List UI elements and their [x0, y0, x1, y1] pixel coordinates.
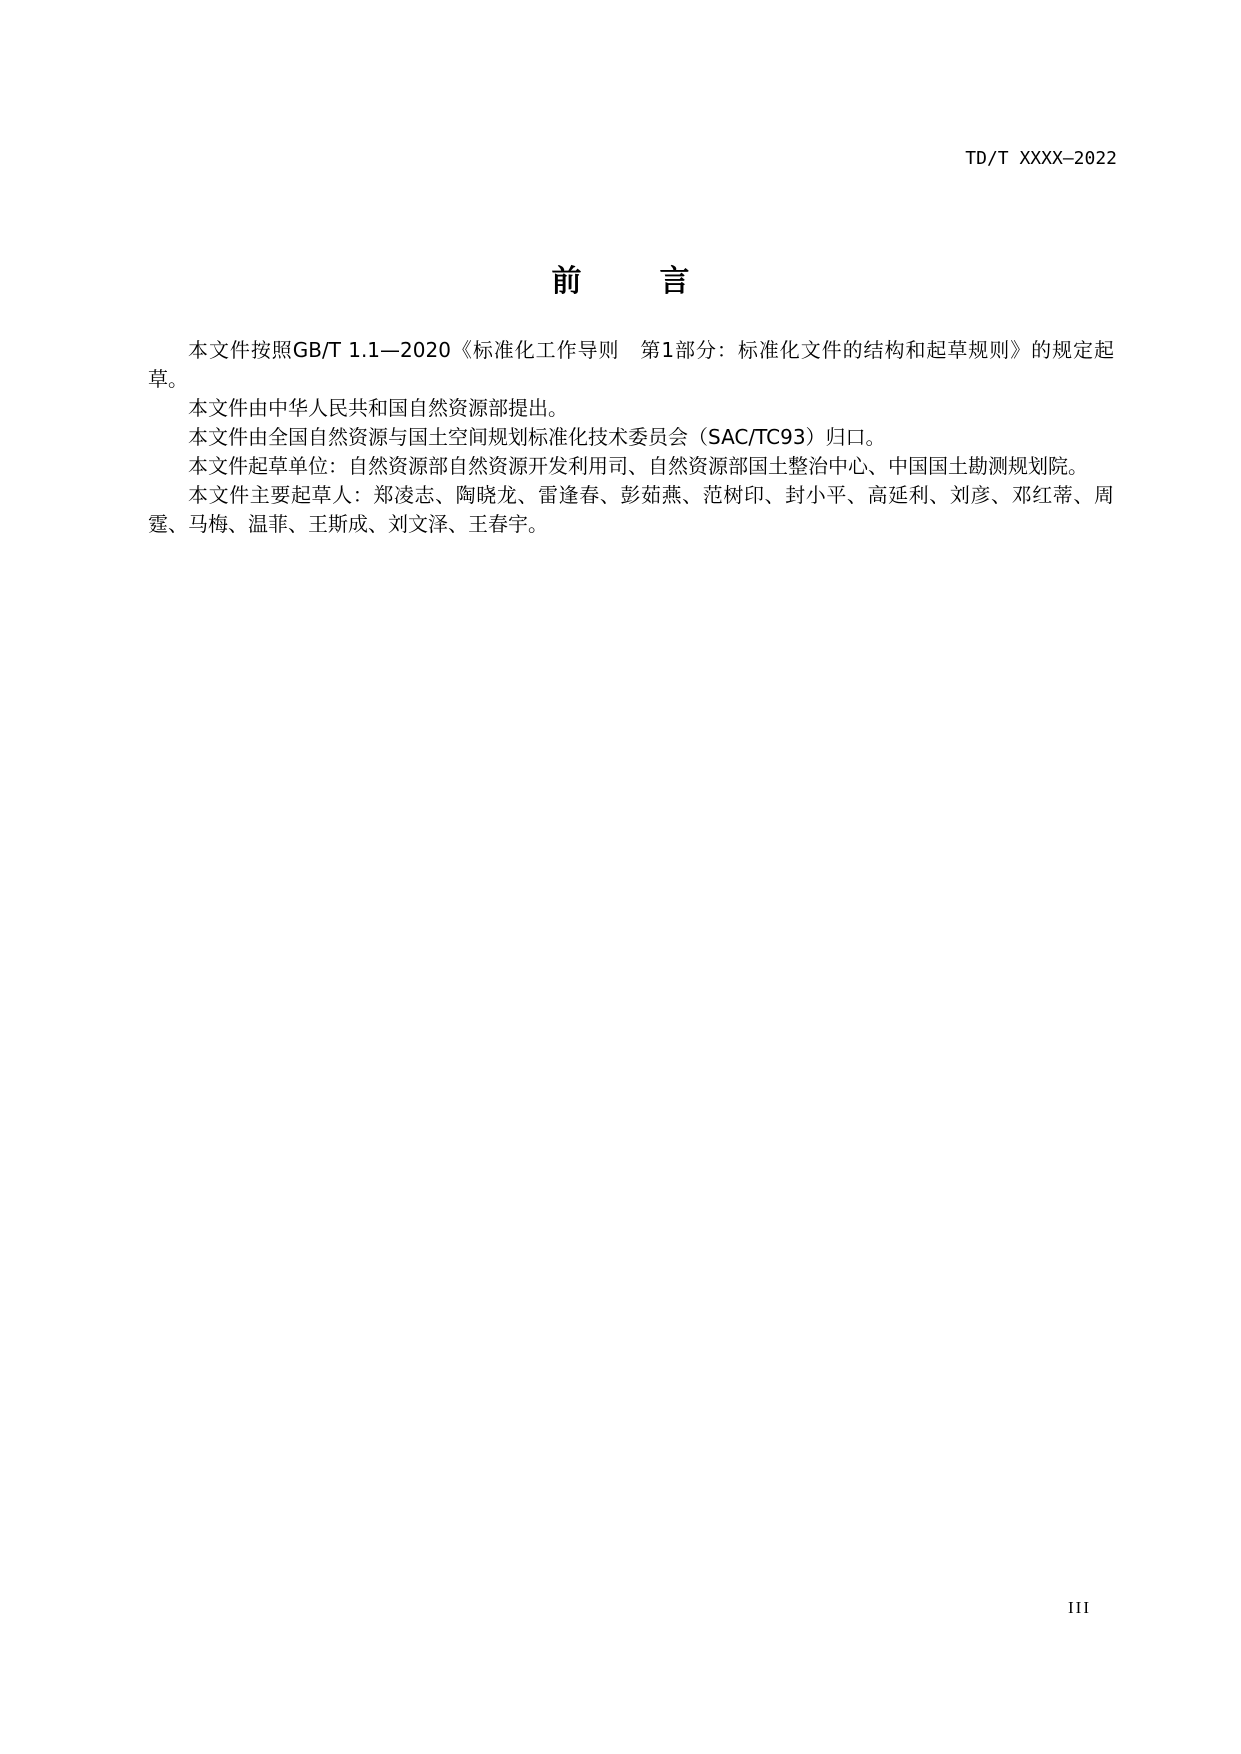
paragraph-drafting-rules: 本文件按照GB/T 1.1—2020《标准化工作导则 第1部分：标准化文件的结构和起草规则》的规定起草。: [148, 338, 1114, 391]
paragraph-proposer: 本文件由中华人民共和国自然资源部提出。: [188, 396, 568, 420]
paragraph-drafters: 本文件主要起草人：郑凌志、陶晓龙、雷逢春、彭茹燕、范树印、封小平、高延利、刘彦、邓红蒂、周霆、马梅、温菲、王斯成、刘文泽、王春宇。: [148, 483, 1114, 536]
title-char-2: 言: [659, 264, 690, 299]
document-code: TD/T XXXX—2022: [965, 148, 1117, 169]
page-number: III: [1068, 1598, 1091, 1617]
paragraph-committee: 本文件由全国自然资源与国土空间规划标准化技术委员会（SAC/TC93）归口。: [188, 425, 886, 449]
paragraph-drafting-units: 本文件起草单位：自然资源部自然资源开发利用司、自然资源部国土整治中心、中国国土勘测规划院。: [188, 454, 1088, 478]
preface-body: [148, 336, 1114, 539]
page-title: [0, 256, 1241, 300]
title-char-1: 前: [551, 264, 582, 299]
